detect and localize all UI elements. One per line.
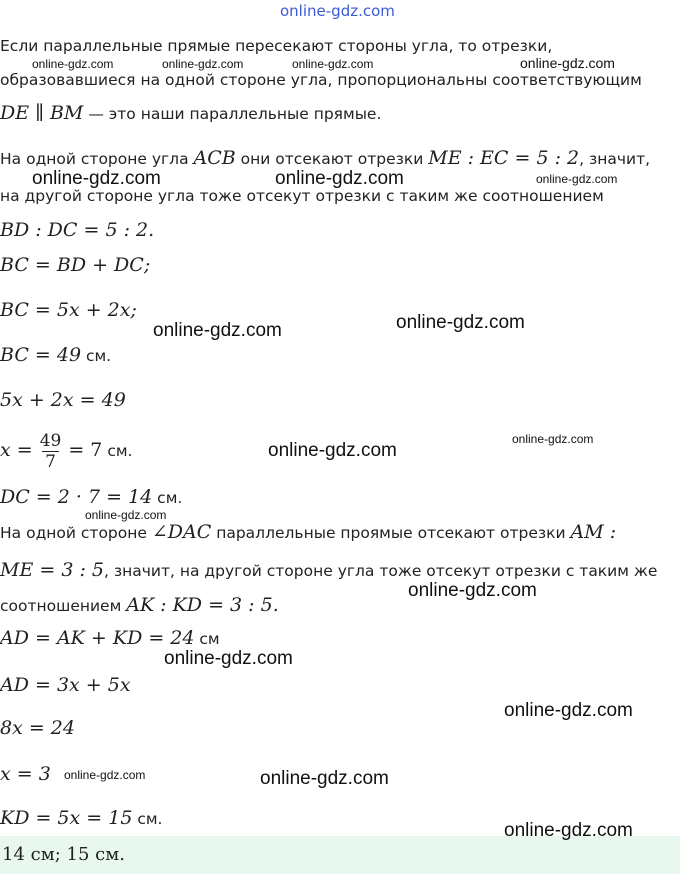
fraction-49-7 <box>37 431 65 472</box>
text-b: параллельные проямые отсекают отрезки <box>211 524 571 542</box>
watermark: online-gdz.com <box>512 432 594 446</box>
site-watermark-top: online-gdz.com <box>280 2 395 20</box>
equation-bc-sum: BC = BD + DC; <box>0 254 151 276</box>
watermark: online-gdz.com <box>260 768 389 789</box>
equation-8x: 8x = 24 <box>0 717 75 739</box>
math-acb: ACB <box>193 147 236 169</box>
math-de-bm: DE ∥ BM <box>0 102 84 124</box>
equation-ad-x: AD = 3x + 5x <box>0 674 131 696</box>
watermark: online-gdz.com <box>536 172 618 186</box>
fraction-numerator: 49 <box>39 431 62 451</box>
math-me-ec: ME : EC = 5 : 2 <box>428 147 580 169</box>
equation-dc-14 <box>0 487 182 508</box>
equation-kd-15 <box>0 808 162 829</box>
unit-cm: см. <box>102 442 133 460</box>
watermark: online-gdz.com <box>504 820 633 841</box>
equation-bc-49 <box>0 345 111 366</box>
equation-7x: 5x + 2x = 49 <box>0 389 126 411</box>
math-kd-15: KD = 5x = 15 <box>0 807 133 829</box>
text-c: , значит, <box>579 150 651 168</box>
watermark: online-gdz.com <box>520 55 615 71</box>
equation-bc-x: BC = 5x + 2x; <box>0 299 137 321</box>
math-bc-49: BC = 49 <box>0 344 82 366</box>
ratio-statement-1 <box>0 148 650 169</box>
math-x-eq: x = <box>0 439 33 461</box>
watermark: online-gdz.com <box>32 168 161 189</box>
unit-cm: см <box>194 630 220 648</box>
text-ratio: соотношением <box>0 597 127 615</box>
answer-text: 14 см; 15 см. <box>2 844 125 865</box>
unit-cm: см. <box>81 347 112 365</box>
math-ad-sum: AD = AK + KD = 24 <box>0 627 195 649</box>
math-eq-7: = 7 <box>68 439 103 461</box>
watermark: online-gdz.com <box>408 580 537 601</box>
watermark: online-gdz.com <box>32 57 114 71</box>
text-parallel: — это наши параллельные прямые. <box>83 105 382 123</box>
theorem-line-2: образовавшиеся на одной стороне угла, пропорциональны соответствующим <box>0 71 642 89</box>
ratio-statement-4 <box>0 560 657 581</box>
text-a: На одной стороне <box>0 524 152 542</box>
equation-x-3: x = 3 <box>0 763 51 785</box>
text-then: , значит, на другой стороне угла тоже отсекут отрезки с таким же <box>103 562 658 580</box>
math-ak-kd: AK : KD = 3 : 5. <box>126 594 279 616</box>
text-b: они отсекают отрезки <box>235 150 429 168</box>
math-angle-dac: ∠DAC <box>151 521 212 543</box>
math-me-ratio: ME = 3 : 5 <box>0 559 104 581</box>
unit-cm: см. <box>152 489 183 507</box>
watermark: online-gdz.com <box>153 320 282 341</box>
equation-ad-24 <box>0 628 220 649</box>
watermark: online-gdz.com <box>268 440 397 461</box>
equation-bd-dc: BD : DC = 5 : 2. <box>0 219 155 241</box>
ratio-statement-2: на другой стороне угла тоже отсекут отрезки с таким же соотношением <box>0 187 604 205</box>
math-am: AM : <box>570 521 617 543</box>
watermark: online-gdz.com <box>275 168 404 189</box>
equation-x-fraction <box>0 428 132 473</box>
theorem-line-1: Если параллельные прямые пересекают стороны угла, то отрезки, <box>0 37 553 55</box>
watermark: online-gdz.com <box>292 57 374 71</box>
fraction-denominator: 7 <box>42 451 59 472</box>
watermark: online-gdz.com <box>85 508 167 522</box>
watermark: online-gdz.com <box>162 57 244 71</box>
math-dc-14: DC = 2 · 7 = 14 <box>0 486 153 508</box>
watermark: online-gdz.com <box>164 648 293 669</box>
ratio-statement-5 <box>0 595 279 616</box>
unit-cm: см. <box>132 810 163 828</box>
watermark: online-gdz.com <box>396 312 525 333</box>
watermark: online-gdz.com <box>504 700 633 721</box>
ratio-statement-3 <box>0 522 616 543</box>
text-a: На одной стороне угла <box>0 150 194 168</box>
watermark: online-gdz.com <box>64 768 146 782</box>
parallel-lines-statement <box>0 103 381 124</box>
